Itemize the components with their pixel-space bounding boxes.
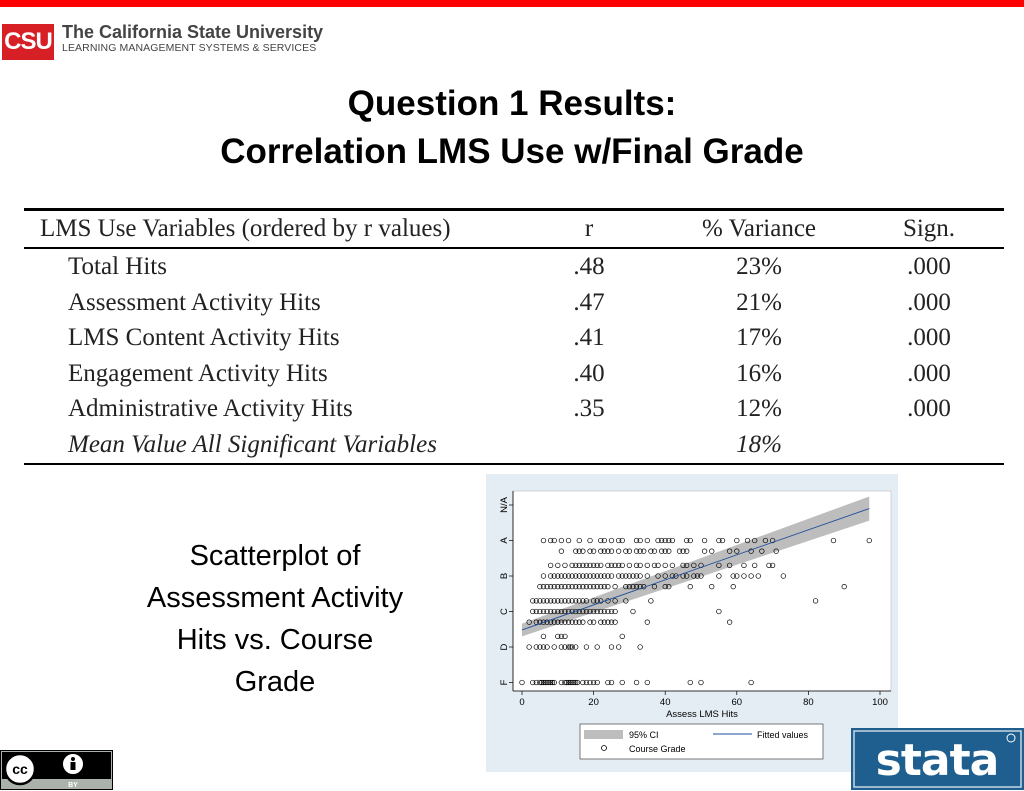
x-ticks [519, 691, 888, 708]
cc-icon-text: cc [12, 761, 28, 777]
row-sign: .000 [907, 395, 951, 423]
legend-ci-swatch [584, 730, 623, 739]
header-r: r [584, 215, 594, 242]
caption-line-1: Scatterplot of [189, 540, 361, 572]
row-sign: .000 [907, 288, 951, 316]
row-variance: 21% [736, 288, 782, 316]
by-label: BY [68, 782, 78, 789]
results-table [24, 208, 1004, 465]
row-sign: .000 [907, 324, 951, 352]
row-r: .40 [573, 359, 605, 387]
legend-fit-label: Fitted values [757, 730, 809, 740]
table-row [24, 320, 1004, 356]
y-tick-label: A [499, 537, 510, 544]
summary-label: Mean Value All Significant Variables [68, 430, 437, 458]
org-header [62, 22, 323, 54]
table-row [24, 249, 1004, 285]
x-tick-label: 80 [803, 697, 814, 708]
row-variance: 16% [736, 359, 782, 387]
row-label: Assessment Activity Hits [68, 288, 321, 316]
table-summary-row [24, 427, 1004, 463]
y-tick-label: C [499, 608, 510, 615]
table-bottom-rule [24, 463, 1004, 465]
legend-ci-label: 95% CI [629, 730, 659, 740]
header-variables: LMS Use Variables (ordered by r values) [40, 215, 451, 242]
creative-commons-badge [0, 750, 113, 790]
row-label: Engagement Activity Hits [68, 359, 328, 387]
chart-legend [580, 724, 823, 759]
x-tick-label: 20 [588, 697, 599, 708]
caption-line-3: Hits vs. Course [176, 624, 374, 656]
y-tick-label: F [499, 679, 510, 686]
y-ticks [499, 496, 513, 685]
top-accent-bar [0, 0, 1024, 7]
row-variance: 17% [736, 324, 782, 352]
row-sign: .000 [907, 359, 951, 387]
table-row [24, 391, 1004, 427]
stata-logo-text: stata [875, 735, 999, 786]
row-label: Total Hits [68, 253, 167, 280]
row-r: .47 [573, 288, 605, 316]
y-tick-label: N/A [499, 497, 510, 513]
summary-variance: 18% [736, 430, 782, 458]
row-variance: 23% [736, 253, 782, 280]
table-row [24, 285, 1004, 321]
attribution-icon-head [71, 757, 75, 761]
y-tick-label: D [499, 643, 510, 651]
x-tick-label: 0 [519, 697, 525, 708]
x-tick-label: 40 [659, 697, 671, 708]
caption-line-2: Assessment Activity [146, 582, 404, 614]
row-label: Administrative Activity Hits [68, 395, 353, 423]
x-axis-label: Assess LMS Hits [666, 709, 738, 720]
scatterplot-panel [486, 474, 898, 772]
header-sign: Sign. [902, 215, 956, 242]
row-variance: 12% [736, 395, 782, 423]
scatterplot-caption [110, 535, 440, 703]
scatterplot-chart [486, 474, 898, 772]
slide-title [0, 80, 1024, 176]
org-department: LEARNING MANAGEMENT SYSTEMS & SERVICES [62, 42, 317, 54]
row-label: LMS Content Activity Hits [68, 324, 340, 352]
org-name: The California State University [62, 22, 324, 42]
table-row [24, 356, 1004, 392]
slide-title-line-2: Correlation LMS Use w/Final Grade [220, 132, 804, 171]
row-r: .35 [573, 395, 605, 423]
x-tick-label: 100 [872, 697, 888, 708]
legend-point-label: Course Grade [629, 744, 686, 754]
row-r: .41 [573, 324, 605, 352]
table-header-row [24, 211, 1004, 247]
attribution-icon-body [71, 762, 76, 770]
csu-logo: CSU [2, 24, 54, 60]
slide-title-line-1: Question 1 Results: [347, 84, 677, 123]
stata-logo [851, 728, 1024, 790]
y-tick-label: B [499, 572, 510, 580]
header-variance: % Variance [701, 215, 817, 242]
caption-line-4: Grade [234, 666, 316, 698]
row-sign: .000 [907, 253, 951, 280]
row-r: .48 [573, 253, 605, 280]
x-tick-label: 60 [731, 697, 743, 708]
